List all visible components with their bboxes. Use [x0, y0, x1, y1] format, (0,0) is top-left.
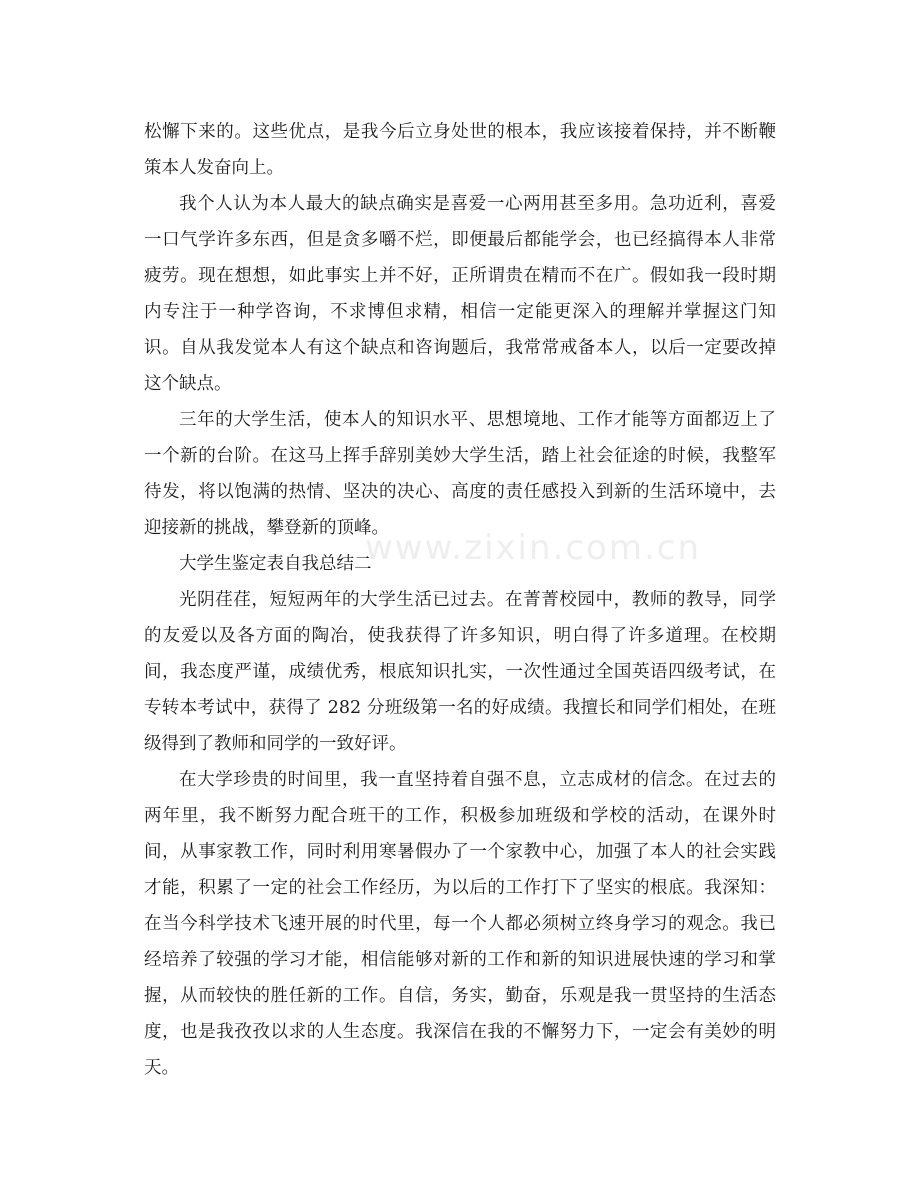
- text-line: 间，我态度严谨，成绩优秀，根底知识扎实，一次性通过全国英语四级考试，在: [144, 662, 776, 682]
- text-line: 专转本考试中，获得了 282 分班级第一名的好成绩。我擅长和同学们相处，在班: [144, 698, 776, 718]
- text-line: 握，从而较快的胜任新的工作。自信，务实，勤奋，乐观是我一贯坚持的生活态: [144, 986, 776, 1006]
- text-line: 在当今科学技术飞速开展的时代里，每一个人都必须树立终身学习的观念。我已: [144, 914, 776, 934]
- text-line: 疲劳。现在想想，如此事实上并不好，正所谓贵在精而不在广。假如我一段时期: [144, 266, 776, 286]
- watermark-text: www.zixin.com.cn: [365, 528, 701, 568]
- text-line: 策本人发奋向上。: [144, 158, 284, 178]
- paragraph: [144, 546, 776, 582]
- paragraph: [144, 582, 776, 762]
- text-line: 大学生鉴定表自我总结二: [179, 554, 372, 574]
- text-line: 这个缺点。: [144, 374, 232, 394]
- text-line: 间，从事家教工作，同时利用寒暑假办了一个家教中心，加强了本人的社会实践: [144, 842, 776, 862]
- text-line: 天。: [144, 1058, 179, 1078]
- paragraph: [144, 762, 776, 1086]
- text-line: 度，也是我孜孜以求的人生态度。我深信在我的不懈努力下，一定会有美妙的明: [144, 1022, 776, 1042]
- text-line: 才能，积累了一定的社会工作经历，为以后的工作打下了坚实的根底。我深知：: [144, 878, 776, 898]
- text-line: 三年的大学生活，使本人的知识水平、思想境地、工作才能等方面都迈上了: [179, 410, 776, 430]
- text-line: 待发，将以饱满的热情、坚决的决心、高度的责任感投入到新的生活环境中，去: [144, 482, 776, 502]
- text-line: 在大学珍贵的时间里，我一直坚持着自强不息，立志成材的信念。在过去的: [179, 770, 776, 790]
- document-body: [144, 114, 776, 1086]
- paragraph: [144, 186, 776, 402]
- text-line: 经培养了较强的学习才能，相信能够对新的工作和新的知识进展快速的学习和掌: [144, 950, 776, 970]
- text-line: 识。自从我发觉本人有这个缺点和咨询题后，我常常戒备本人，以后一定要改掉: [144, 338, 776, 358]
- paragraph: [144, 402, 776, 546]
- text-line: 级得到了教师和同学的一致好评。: [144, 734, 407, 754]
- text-line: 内专注于一种学咨询，不求博但求精，相信一定能更深入的理解并掌握这门知: [144, 302, 776, 322]
- text-line: 一口气学许多东西，但是贪多嚼不烂，即便最后都能学会，也已经搞得本人非常: [144, 230, 776, 250]
- text-line: 松懈下来的。这些优点，是我今后立身处世的根本，我应该接着保持，并不断鞭: [144, 122, 776, 142]
- text-line: 迎接新的挑战，攀登新的顶峰。: [144, 518, 389, 538]
- text-line: 一个新的台阶。在这马上挥手辞别美妙大学生活，踏上社会征途的时候，我整军: [144, 446, 776, 466]
- text-line: 光阴荏荏，短短两年的大学生活已过去。在菁菁校园中，教师的教导，同学: [179, 590, 776, 610]
- text-line: 的友爱以及各方面的陶冶，使我获得了许多知识，明白得了许多道理。在校期: [144, 626, 776, 646]
- text-line: 我个人认为本人最大的缺点确实是喜爱一心两用甚至多用。急功近利，喜爱: [179, 194, 776, 214]
- text-line: 两年里，我不断努力配合班干的工作，积极参加班级和学校的活动，在课外时: [144, 806, 776, 826]
- paragraph: [144, 114, 776, 186]
